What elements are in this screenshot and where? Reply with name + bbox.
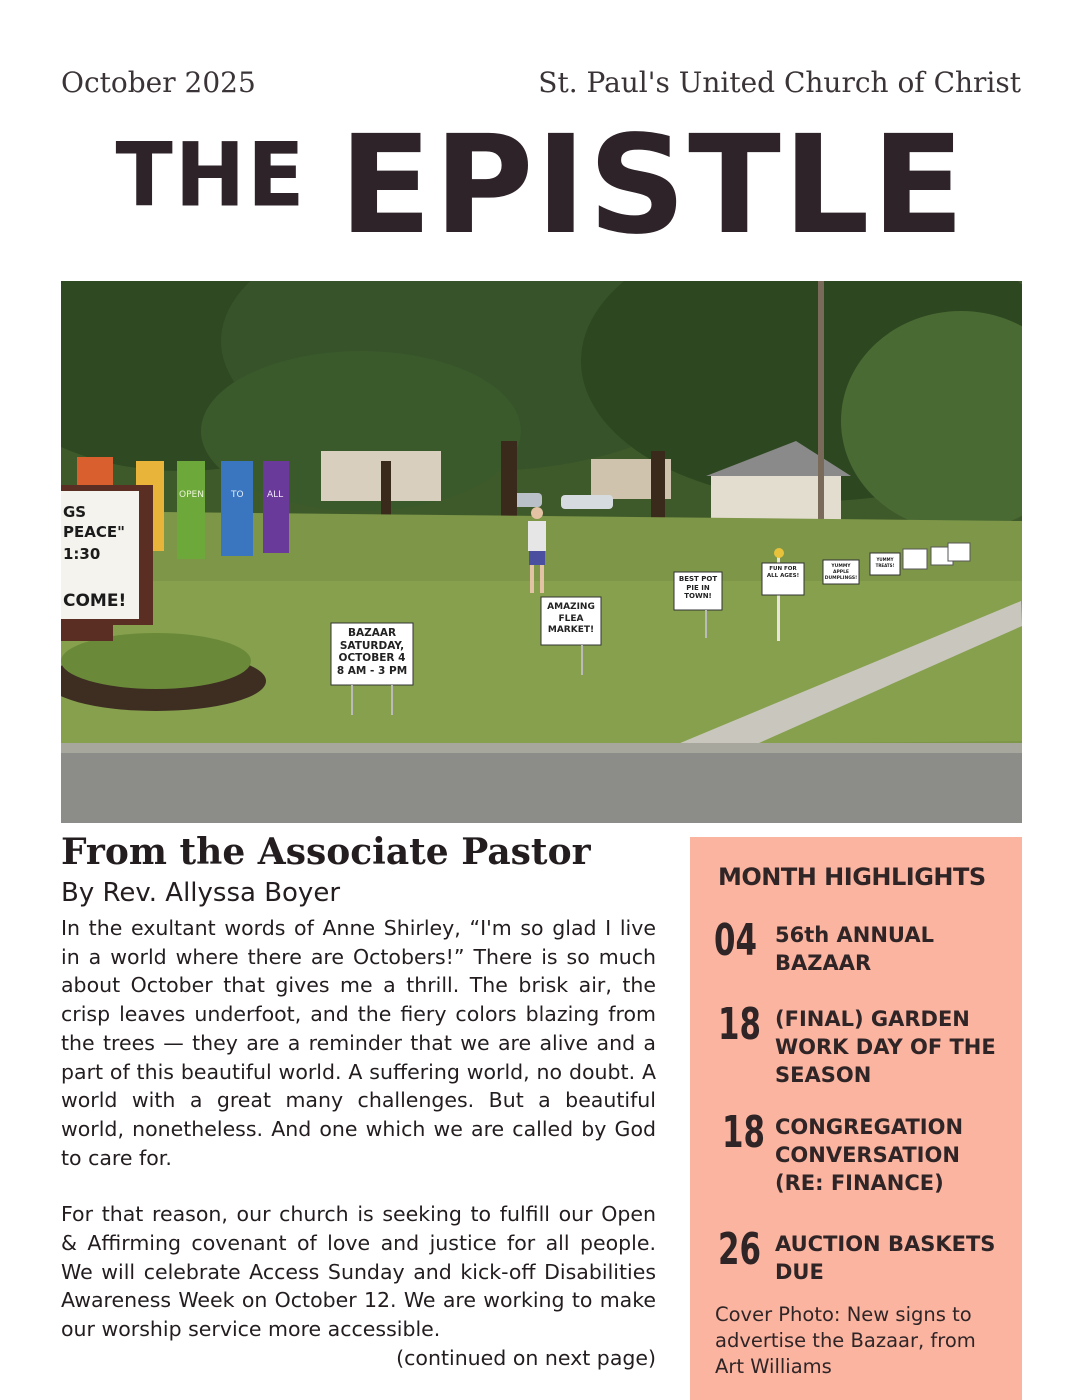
article-paragraph-1: In the exultant words of Anne Shirley, “I'm so glad I live in a world where there are Octobers!” There is so much about October that gives me a thrill. The brisk air, the crisp leaves underfoot, and the fiery colors blazing from the trees — they are a reminder that we are alive and a part of this beautiful world. A suffering world, no doubt. A world with a great many challenges. But a beautiful world, nonetheless. And one which we are called by God to care for. xyxy=(61,916,656,1170)
marquee-line-4: COME! xyxy=(63,591,127,611)
banner-all: ALL xyxy=(267,490,284,500)
banner-open: OPEN xyxy=(179,490,204,500)
issue-date: October 2025 xyxy=(61,66,256,99)
church-name: St. Paul's United Church of Christ xyxy=(538,66,1021,99)
sign-dumplings-text: YUMMY APPLE DUMPLINGS! xyxy=(824,564,858,581)
marquee-line-1: GS xyxy=(63,503,87,521)
masthead-epistle: EPISTLE xyxy=(338,107,967,265)
sign-fun xyxy=(762,563,804,595)
banner-to: TO xyxy=(231,490,244,500)
cover-photo xyxy=(61,281,1022,823)
marquee-line-2: PEACE" xyxy=(63,523,125,541)
highlight-day: 18 xyxy=(722,1107,765,1158)
cover-photo-caption: Cover Photo: New signs to advertise the Bazaar, from Art Williams xyxy=(715,1303,976,1378)
masthead-the: THE xyxy=(115,123,307,227)
highlight-day: 26 xyxy=(718,1224,761,1275)
highlight-text: AUCTION BASKETS DUE xyxy=(775,1232,996,1284)
sign-potpie-text: BEST POT PIE IN TOWN! xyxy=(678,575,718,600)
highlight-text: 56th ANNUAL BAZAAR xyxy=(775,923,934,975)
highlight-text: (FINAL) GARDEN WORK DAY OF THE SEASON xyxy=(775,1007,996,1087)
pastor-article xyxy=(61,828,656,1372)
sign-fun-text: FUN FOR ALL AGES! xyxy=(766,566,800,579)
marquee-line-3: 1:30 xyxy=(63,545,101,563)
sign-treats xyxy=(870,553,900,575)
month-highlights-panel xyxy=(690,837,1022,1400)
sign-flea-text: AMAZING FLEA MARKET! xyxy=(547,602,595,635)
sign-bazaar-text: BAZAAR SATURDAY, OCTOBER 4 8 AM - 3 PM xyxy=(336,627,408,677)
header-line xyxy=(61,66,1021,106)
sign-treats-text: YUMMY TREATS! xyxy=(875,557,895,568)
article-title: From the Associate Pastor xyxy=(61,831,591,873)
masthead xyxy=(0,107,1082,265)
article-byline: By Rev. Allyssa Boyer xyxy=(61,878,341,908)
highlight-day: 04 xyxy=(714,915,757,966)
continued-note: (continued on next page) xyxy=(396,1345,656,1370)
highlight-day: 18 xyxy=(718,999,761,1050)
highlights-title: MONTH HIGHLIGHTS xyxy=(718,863,986,891)
sign-dumplings xyxy=(823,560,859,584)
highlight-text: CONGREGATION CONVERSATION (RE: FINANCE) xyxy=(775,1115,964,1195)
article-paragraph-2: For that reason, our church is seeking to fulfill our Open & Affirming covenant of love and justice for all people. We will celebrate Access Sunday and kick-off Disabilities Awareness Week on October 12. We are working to make our worship service more accessible. xyxy=(61,1202,656,1342)
